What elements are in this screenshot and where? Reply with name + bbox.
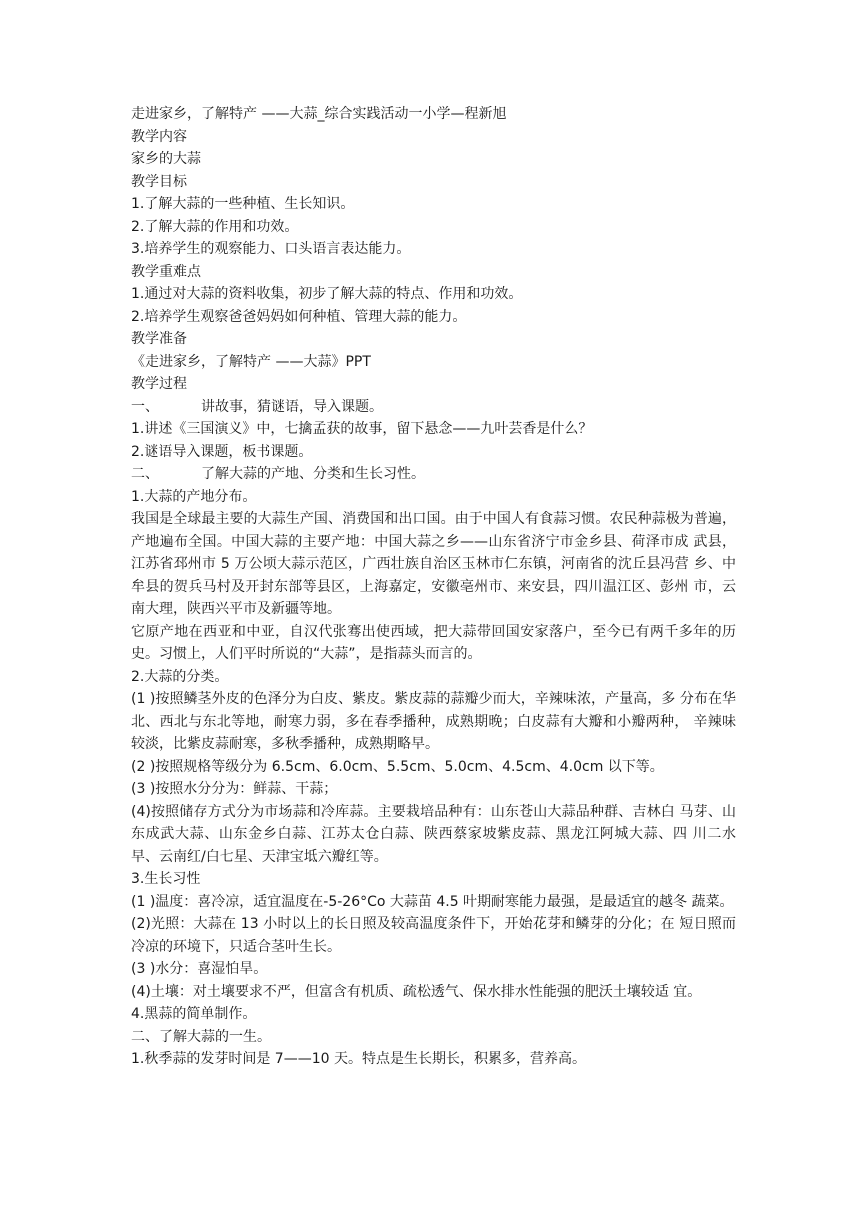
- section-heading: 教学过程: [131, 376, 187, 392]
- paragraph: 家乡的大蒜: [131, 151, 201, 167]
- list-item: 1.了解大蒜的一些种植、生长知识。: [131, 196, 355, 212]
- step-title: 讲故事，猜谜语，导入课题。: [201, 398, 383, 415]
- list-item: 1.秋季蒜的发芽时间是 7——10 天。特点是生长期长，积累多，营养高。: [131, 1051, 586, 1067]
- list-item: 2.了解大蒜的作用和功效。: [131, 218, 299, 235]
- list-item: (3 )按照水分分为：鲜蒜、干蒜；: [131, 781, 338, 797]
- list-item: 2.培养学生观察爸爸妈妈如何种植、管理大蒜的能力。: [131, 308, 467, 325]
- list-item: (4)土壤：对土壤要求不严，但富含有机质、疏松透气、保水排水性能强的肥沃土壤较适 宜。: [131, 983, 702, 1000]
- step-heading: [131, 463, 736, 486]
- paragraph: 《走进家乡，了解特产 ——大蒜》PPT: [131, 353, 371, 370]
- step-heading: [131, 396, 736, 419]
- step-number: 二、: [131, 466, 159, 482]
- list-item: 1.通过对大蒜的资料收集，初步了解大蒜的特点、作用和功效。: [131, 286, 523, 302]
- list-item: (2)光照：大蒜在 13 小时以上的长日照及较高温度条件下，开始花芽和鳞芽的分化；在 短日照而冷凉的环境下，只适合茎叶生长。: [131, 916, 736, 955]
- list-item: 2.谜语导入课题，板书课题。: [131, 443, 313, 460]
- list-item: (2 )按照规格等级分为 6.5cm、6.0cm、5.5cm、5.0cm、4.5cm、4.0cm 以下等。: [131, 758, 664, 775]
- paragraph: 它原产地在西亚和中亚，自汉代张骞出使西域，把大蒜带回国安家落户，至今已有两千多年的历史。习惯上，人们平时所说的“大蒜”，是指蒜头而言的。: [131, 623, 736, 662]
- step-heading: 二、了解大蒜的一生。: [131, 1028, 271, 1045]
- list-item: (3 )水分：喜湿怕旱。: [131, 961, 268, 977]
- section-heading: 教学重难点: [131, 263, 201, 280]
- section-heading: 教学准备: [131, 331, 187, 347]
- list-item: (1 )按照鳞茎外皮的色泽分为白皮、紫皮。紫皮蒜的蒜瓣少而大，辛辣味浓，产量高，多 分布在华北、西北与东北等地，耐寒力弱，多在春季播种，成熟期晚；白皮蒜有大瓣和小瓣两种， 辛辣味较淡，比紫皮蒜耐寒，多秋季播种，成熟期略早。: [131, 691, 736, 752]
- list-item: 1.讲述《三国演义》中，七擒孟获的故事，留下悬念——九叶芸香是什么？: [131, 421, 593, 437]
- subheading: 3.生长习性: [131, 871, 201, 887]
- subheading: 1.大蒜的产地分布。: [131, 488, 257, 505]
- paragraph: 我国是全球最主要的大蒜生产国、消费国和出口国。由于中国人有食蒜习惯。农民种蒜极为普遍，产地遍布全国。中国大蒜的主要产地：中国大蒜之乡——山东省济宁市金乡县、荷泽市成 武县，江苏省邳州市 5 万公顷大蒜示范区，广西壮族自治区玉林市仁东镇，河南省的沈丘县冯营 乡、中牟县的贺兵马村及开封东部等县区，上海嘉定，安徽亳州市、来安县，四川温江区、彭州 市，云南大理，陕西兴平市及新疆等地。: [131, 511, 736, 617]
- subheading: 4.黑蒜的简单制作。: [131, 1006, 257, 1022]
- list-item: (1 )温度：喜冷凉，适宜温度在-5-26°Co 大蒜苗 4.5 叶期耐寒能力最强，是最适宜的越冬 蔬菜。: [131, 893, 734, 910]
- list-item: (4)按照储存方式分为市场蒜和冷库蒜。主要栽培品种有：山东苍山大蒜品种群、吉林白 马芽、山东成武大蒜、山东金乡白蒜、江苏太仓白蒜、陕西蔡家坡紫皮蒜、黑龙江阿城大蒜、四 川二水早、云南红/白七星、天津宝坻六瓣红等。: [131, 803, 736, 865]
- section-heading: 教学内容: [131, 128, 187, 145]
- document-title: 走进家乡，了解特产 ——大蒜_综合实践活动一小学—程新旭: [131, 106, 507, 122]
- subheading: 2.大蒜的分类。: [131, 668, 229, 685]
- document-body: [131, 103, 736, 1071]
- step-title: 了解大蒜的产地、分类和生长习性。: [201, 466, 425, 482]
- step-number: 一、: [131, 398, 159, 415]
- section-heading: 教学目标: [131, 173, 187, 190]
- list-item: 3.培养学生的观察能力、口头语言表达能力。: [131, 241, 411, 257]
